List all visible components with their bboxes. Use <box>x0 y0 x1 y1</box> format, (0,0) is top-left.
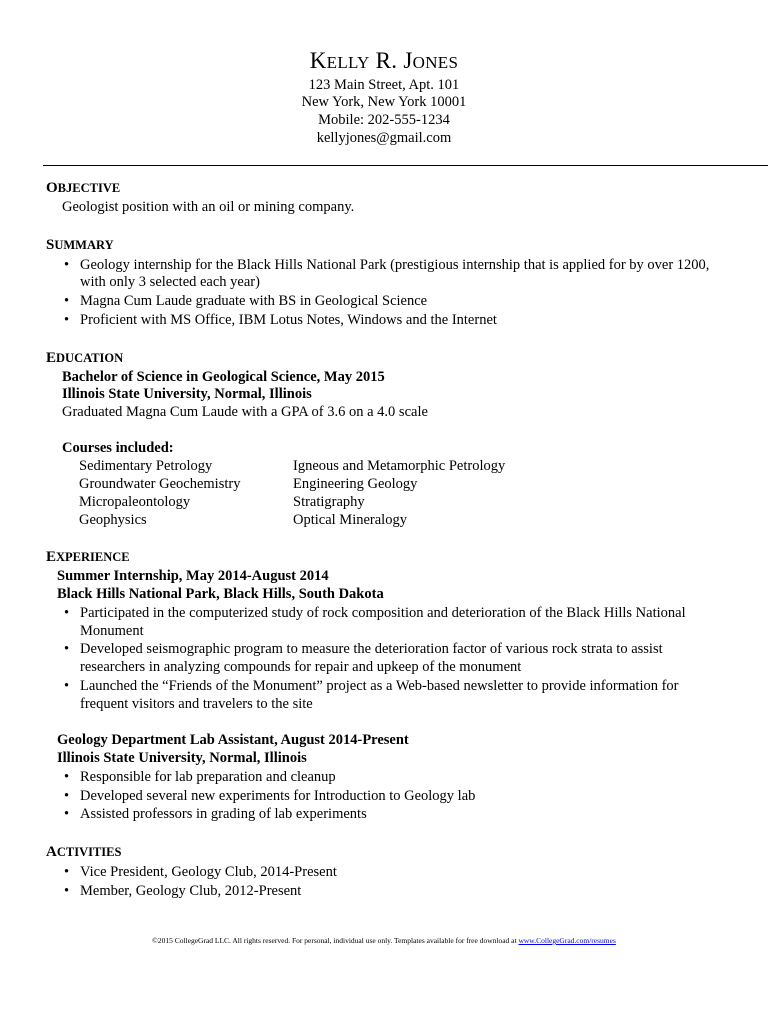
education-gpa: Graduated Magna Cum Laude with a GPA of 3.6 on a 4.0 scale <box>62 404 428 420</box>
summary-item-3: Proficient with MS Office, IBM Lotus Notes, Windows and the Internet <box>80 312 497 328</box>
bullet-icon: • <box>64 769 70 785</box>
section-heading-experience: EXPERIENCE <box>46 549 130 565</box>
section-heading-objective: OBJECTIVE <box>46 180 121 196</box>
course-item: Geophysics <box>79 512 147 528</box>
job-title: Geology Department Lab Assistant, August 2014-Present <box>57 732 409 748</box>
bullet-icon: • <box>64 257 70 273</box>
email-address: kellyjones@gmail.com <box>316 130 452 146</box>
job-1-item-2-line-2: researchers in analyzing compounds for repair and upkeep of the monument <box>80 659 522 675</box>
job-organization: Illinois State University, Normal, Illinois <box>57 750 307 766</box>
job-2-item-3: Assisted professors in grading of lab experiments <box>80 806 367 822</box>
course-item: Stratigraphy <box>293 494 365 510</box>
section-heading-activities: ACTIVITIES <box>46 844 122 860</box>
activity-item-2: Member, Geology Club, 2012-Present <box>80 883 302 899</box>
activity-item-1: Vice President, Geology Club, 2014-Present <box>80 864 337 880</box>
job-2-item-2: Developed several new experiments for Introduction to Geology lab <box>80 788 476 804</box>
section-heading-summary: SUMMARY <box>46 237 114 253</box>
resume-name: KELLY R. JONES <box>309 48 459 73</box>
footer-copyright <box>0 936 768 945</box>
course-item: Igneous and Metamorphic Petrology <box>293 458 506 474</box>
course-item: Optical Mineralogy <box>293 512 407 528</box>
header-divider <box>43 165 768 166</box>
job-1-item-3-line-2: frequent visitors and travelers to the site <box>80 696 313 712</box>
course-item: Micropaleontology <box>79 494 191 510</box>
course-item: Engineering Geology <box>293 476 418 492</box>
bullet-icon: • <box>64 641 70 657</box>
bullet-icon: • <box>64 312 70 328</box>
mobile-phone: Mobile: 202-555-1234 <box>318 112 450 128</box>
bullet-icon: • <box>64 788 70 804</box>
job-2-item-1: Responsible for lab preparation and cleanup <box>80 769 336 785</box>
job-1-item-1-line-1: Participated in the computerized study of rock composition and deterioration of the Black Hills National <box>80 605 686 621</box>
address-line-1: 123 Main Street, Apt. 101 <box>308 77 460 93</box>
job-title: Summer Internship, May 2014-August 2014 <box>57 568 329 584</box>
education-degree: Bachelor of Science in Geological Science, May 2015 <box>62 369 385 385</box>
job-1-item-3-line-1: Launched the “Friends of the Monument” project as a Web-based newsletter to provide information for <box>80 678 679 694</box>
summary-item-1-line-2: with only 3 selected each year) <box>80 274 260 290</box>
bullet-icon: • <box>64 293 70 309</box>
footer-resumes-link[interactable]: www.CollegeGrad.com/resumes <box>518 936 616 945</box>
job-organization: Black Hills National Park, Black Hills, South Dakota <box>57 586 384 602</box>
job-1-item-2-line-1: Developed seismographic program to measure the deterioration factor of various rock strata to assist <box>80 641 663 657</box>
summary-item-1-line-1: Geology internship for the Black Hills National Park (prestigious internship that is applied for by over 1200, <box>80 257 710 273</box>
bullet-icon: • <box>64 678 70 694</box>
bullet-icon: • <box>64 883 70 899</box>
job-1-item-1-line-2: Monument <box>80 623 144 639</box>
course-item: Groundwater Geochemistry <box>79 476 241 492</box>
footer-text: ©2015 CollegeGrad LLC. All rights reserved. For personal, individual use only. Templates available for free download at <box>152 936 519 945</box>
bullet-icon: • <box>64 806 70 822</box>
bullet-icon: • <box>64 605 70 621</box>
courses-label: Courses included: <box>62 440 174 456</box>
bullet-icon: • <box>64 864 70 880</box>
address-line-2: New York, New York 10001 <box>301 94 467 110</box>
course-item: Sedimentary Petrology <box>79 458 213 474</box>
summary-item-2: Magna Cum Laude graduate with BS in Geological Science <box>80 293 428 309</box>
education-school: Illinois State University, Normal, Illinois <box>62 386 312 402</box>
objective-text: Geologist position with an oil or mining company. <box>62 199 355 215</box>
section-heading-education: EDUCATION <box>46 350 124 366</box>
